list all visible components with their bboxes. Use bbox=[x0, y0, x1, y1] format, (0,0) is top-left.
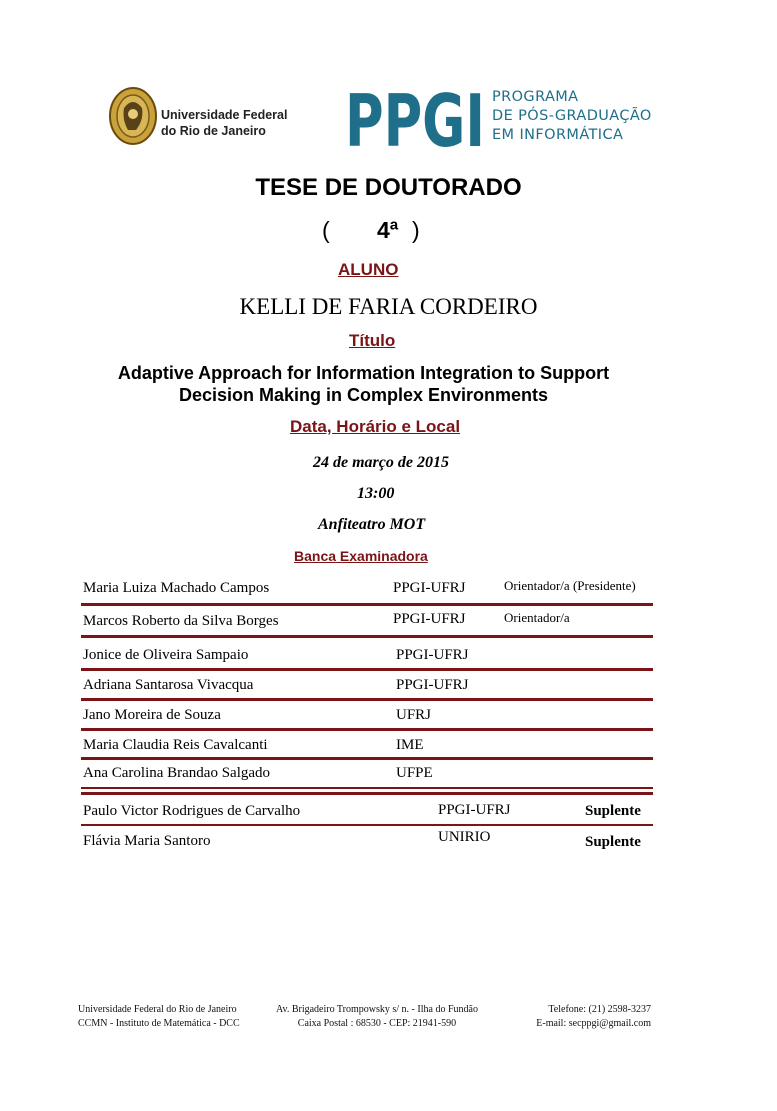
defense-place: Anfiteatro MOT bbox=[318, 516, 426, 533]
schedule-heading: Data, Horário e Local bbox=[290, 417, 461, 436]
ufrj-logo bbox=[108, 86, 308, 150]
thesis-title-line1: Adaptive Approach for Information Integration to Support bbox=[117, 363, 610, 383]
row-divider bbox=[81, 635, 653, 638]
footer-institution-line2: CCMN - Instituto de Matemática - DCC bbox=[78, 1018, 240, 1029]
committee-member-affiliation: PPGI-UFRJ bbox=[396, 647, 469, 663]
committee-member-affiliation: UFRJ bbox=[396, 707, 432, 723]
committee-member-affiliation: IME bbox=[396, 737, 424, 753]
double-rule-top bbox=[81, 787, 653, 789]
ppgi-line3: EM INFORMÁTICA bbox=[492, 127, 624, 143]
ppgi-line1: PROGRAMA bbox=[492, 89, 579, 105]
committee-member-affiliation: PPGI-UFRJ bbox=[393, 611, 466, 627]
row-divider bbox=[81, 698, 653, 701]
committee-member-name: Maria Claudia Reis Cavalcanti bbox=[83, 737, 268, 753]
committee-member-name: Maria Luiza Machado Campos bbox=[83, 580, 270, 596]
substitute-role: Suplente bbox=[585, 803, 641, 819]
row-divider bbox=[81, 757, 653, 760]
footer-institution-line1: Universidade Federal do Rio de Janeiro bbox=[78, 1004, 237, 1015]
committee-member-name: Ana Carolina Brandao Salgado bbox=[83, 765, 271, 781]
ufrj-name-line1: Universidade Federal bbox=[161, 108, 288, 122]
footer-address-line1: Av. Brigadeiro Trompowsky s/ n. - Ilha do Fundão bbox=[276, 1004, 478, 1015]
footer-address-line2: Caixa Postal : 68530 - CEP: 21941-590 bbox=[297, 1018, 457, 1029]
defense-date: 24 de março de 2015 bbox=[313, 454, 449, 471]
ppgi-logo bbox=[345, 86, 652, 152]
substitute-affiliation: UNIRIO bbox=[438, 829, 491, 845]
substitute-affiliation: PPGI-UFRJ bbox=[438, 802, 511, 818]
thesis-title bbox=[60, 362, 667, 406]
row-divider bbox=[81, 824, 653, 826]
substitute-name: Paulo Victor Rodrigues de Carvalho bbox=[83, 803, 301, 819]
ordinal-open: ( bbox=[322, 217, 330, 243]
thesis-title-line2: Decision Making in Complex Environments bbox=[178, 385, 549, 405]
ufrj-name-line2: do Rio de Janeiro bbox=[161, 124, 266, 138]
double-rule-bottom bbox=[81, 792, 653, 795]
student-heading: ALUNO bbox=[338, 260, 399, 279]
committee-heading: Banca Examinadora bbox=[294, 548, 428, 564]
row-divider bbox=[81, 728, 653, 731]
committee-member-role: Orientador/a (Presidente) bbox=[504, 578, 636, 593]
committee-member-affiliation: PPGI-UFRJ bbox=[396, 677, 469, 693]
committee-member-affiliation: PPGI-UFRJ bbox=[393, 580, 466, 596]
footer-address bbox=[276, 1003, 478, 1031]
row-divider bbox=[81, 603, 653, 606]
student-name: KELLI DE FARIA CORDEIRO bbox=[239, 294, 538, 319]
footer-institution bbox=[78, 1003, 240, 1031]
committee-member-role: Orientador/a bbox=[504, 610, 570, 625]
substitute-name: Flávia Maria Santoro bbox=[83, 833, 211, 849]
committee-member-name: Marcos Roberto da Silva Borges bbox=[83, 613, 279, 629]
footer-phone: Telefone: (21) 2598-3237 bbox=[548, 1004, 651, 1015]
committee-member-affiliation: UFPE bbox=[396, 765, 433, 781]
substitute-role: Suplente bbox=[585, 834, 641, 850]
committee-member-name: Adriana Santarosa Vivacqua bbox=[83, 677, 254, 693]
footer-contact bbox=[521, 1003, 651, 1031]
ppgi-line2: DE PÓS-GRADUAÇÃO bbox=[492, 108, 652, 124]
footer-email[interactable]: E-mail: secppgi@gmail.com bbox=[536, 1018, 651, 1029]
ufrj-seal-icon bbox=[108, 86, 158, 146]
row-divider bbox=[81, 668, 653, 671]
committee-member-name: Jano Moreira de Souza bbox=[83, 707, 221, 723]
title-heading: Título bbox=[349, 331, 396, 350]
ordinal-value: 4ª bbox=[377, 217, 399, 243]
ppgi-wordmark bbox=[345, 88, 490, 150]
ppgi-mark-text: PPGI bbox=[345, 88, 485, 150]
committee-member-name: Jonice de Oliveira Sampaio bbox=[83, 647, 249, 663]
ordinal-close: ) bbox=[412, 217, 420, 243]
document-title: TESE DE DOUTORADO bbox=[255, 174, 522, 201]
defense-time: 13:00 bbox=[357, 485, 395, 502]
